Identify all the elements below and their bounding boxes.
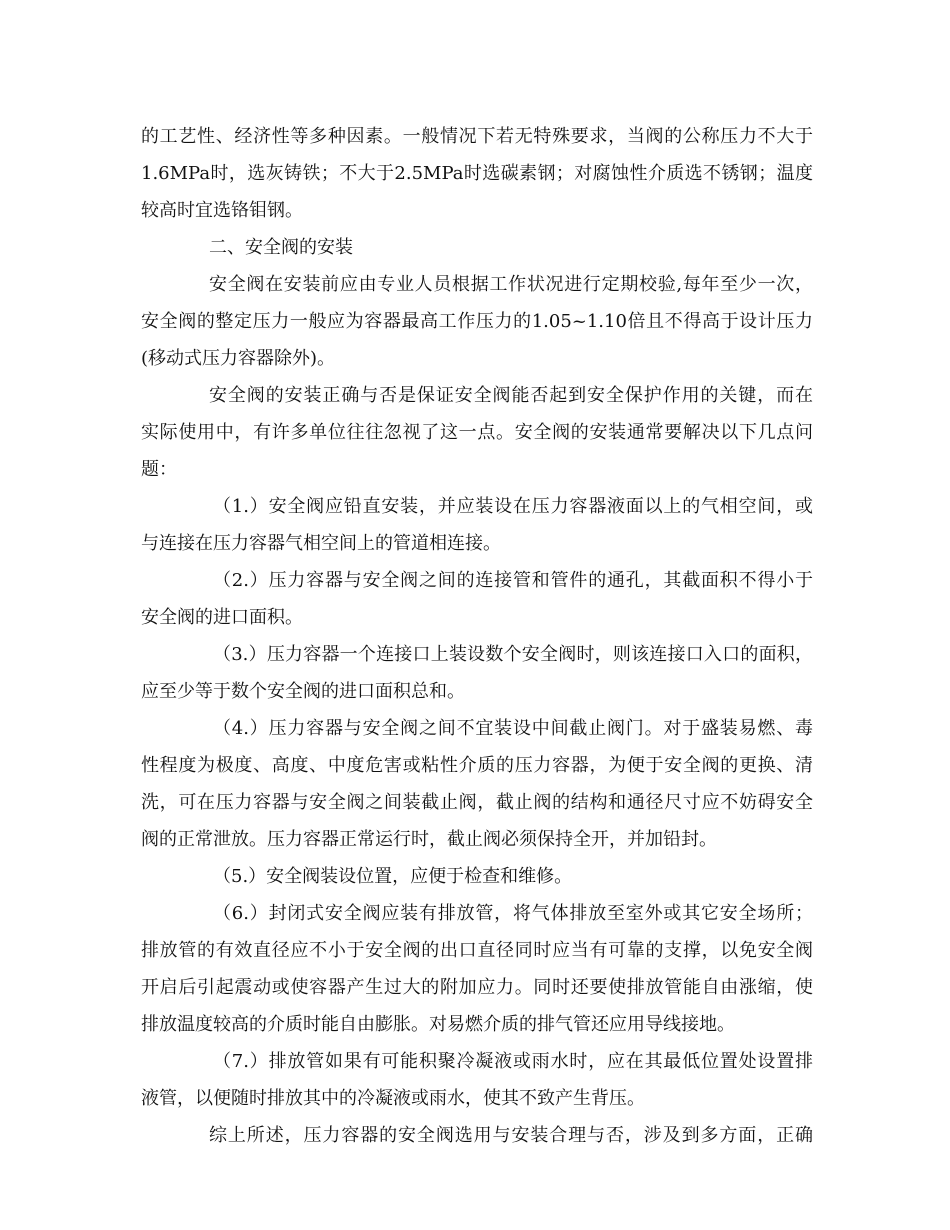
list-item: （2.）压力容器与安全阀之间的连接管和管件的通孔，其截面积不得小于 — [213, 570, 813, 591]
text-line: 性程度为极度、高度、中度危害或粘性介质的压力容器，为便于安全阀的更换、清 — [141, 755, 813, 776]
text-line: 应至少等于数个安全阀的进口面积总和。 — [141, 681, 465, 702]
text-line: 排放温度较高的介质时能自由膨胀。对易燃介质的排气管还应用导线接地。 — [141, 1014, 735, 1035]
text-line: 安全阀的安装正确与否是保证安全阀能否起到安全保护作用的关键，而在 — [209, 385, 813, 406]
text-line: 的工艺性、经济性等多种因素。一般情况下若无特殊要求，当阀的公称压力不大于 — [141, 126, 813, 147]
text-line: 题： — [141, 459, 177, 480]
text-line: 安全阀的进口面积。 — [141, 607, 303, 628]
text-line: 实际使用中，有许多单位往往忽视了这一点。安全阀的安装通常要解决以下几点问 — [141, 422, 813, 443]
text-line: 排放管的有效直径应不小于安全阀的出口直径同时应当有可靠的支撑，以免安全阀 — [141, 940, 813, 961]
document-body — [141, 118, 813, 1154]
list-item: （6.）封闭式安全阀应装有排放管，将气体排放至室外或其它安全场所； — [213, 903, 813, 924]
text-line: (移动式压力容器除外)。 — [141, 348, 336, 369]
section-heading: 二、安全阀的安装 — [209, 237, 353, 258]
text-line: 洗，可在压力容器与安全阀之间装截止阀，截止阀的结构和通径尺寸应不妨碍安全 — [141, 792, 813, 813]
text-line: 安全阀在安装前应由专业人员根据工作状况进行定期校验,每年至少一次， — [209, 274, 813, 295]
list-item: （5.）安全阀装设位置，应便于检查和维修。 — [213, 866, 573, 887]
text-line: 阀的正常泄放。压力容器正常运行时，截止阀必须保持全开，并加铅封。 — [141, 829, 717, 850]
list-item: （3.）压力容器一个连接口上装设数个安全阀时，则该连接口入口的面积， — [213, 644, 813, 665]
text-line: 开启后引起震动或使容器产生过大的附加应力。同时还要使排放管能自由涨缩，使 — [141, 977, 813, 998]
list-item: （4.）压力容器与安全阀之间不宜装设中间截止阀门。对于盛装易燃、毒 — [213, 718, 813, 739]
text-line: 较高时宜选铬钼钢。 — [141, 200, 303, 221]
text-line: 安全阀的整定压力一般应为容器最高工作压力的1.05~1.10倍且不得高于设计压力 — [141, 311, 813, 332]
list-item: （1.）安全阀应铅直安装，并应装设在压力容器液面以上的气相空间，或 — [213, 496, 813, 517]
list-item: （7.）排放管如果有可能积聚冷凝液或雨水时，应在其最低位置处设置排 — [213, 1051, 813, 1072]
text-line: 1.6MPa时，选灰铸铁；不大于2.5MPa时选碳素钢；对腐蚀性介质选不锈钢；温度 — [141, 163, 813, 184]
text-line: 液管，以便随时排放其中的冷凝液或雨水，使其不致产生背压。 — [141, 1088, 645, 1109]
text-line: 综上所述，压力容器的安全阀选用与安装合理与否，涉及到多方面，正确 — [209, 1125, 813, 1146]
text-line: 与连接在压力容器气相空间上的管道相连接。 — [141, 533, 501, 554]
